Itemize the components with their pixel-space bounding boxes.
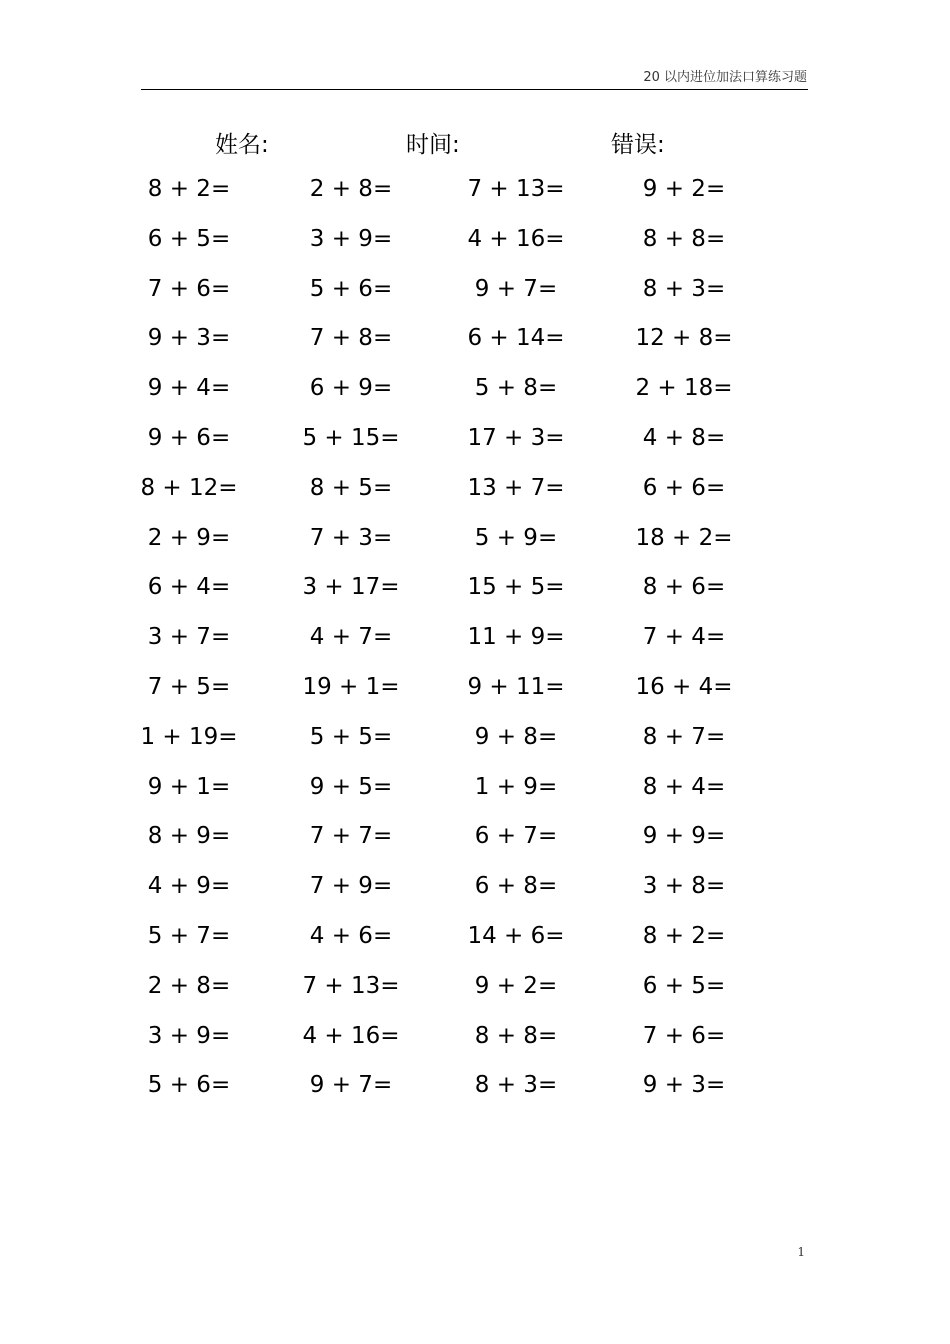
addition-problem: 12 + 8= xyxy=(635,325,733,352)
addition-problem: 8 + 4= xyxy=(642,773,726,800)
addition-problem: 7 + 13= xyxy=(467,176,565,202)
errors-field-label: 错误: xyxy=(611,132,665,158)
addition-problem: 2 + 18= xyxy=(635,375,733,402)
header-divider xyxy=(141,89,808,90)
addition-problem: 9 + 3= xyxy=(642,1072,726,1099)
addition-problem: 9 + 6= xyxy=(147,424,231,451)
addition-problem: 5 + 6= xyxy=(147,1072,231,1099)
addition-problem: 5 + 15= xyxy=(302,424,400,451)
problem-row xyxy=(0,1068,950,1118)
addition-problem: 8 + 2= xyxy=(642,922,726,949)
addition-problem: 6 + 5= xyxy=(147,225,231,252)
addition-problem: 9 + 5= xyxy=(309,773,393,800)
addition-problem: 13 + 7= xyxy=(467,474,565,501)
addition-problem: 6 + 14= xyxy=(467,325,565,352)
addition-problem: 4 + 8= xyxy=(642,424,726,451)
addition-problem: 9 + 7= xyxy=(309,1072,393,1099)
problem-row xyxy=(0,321,950,371)
addition-problem: 9 + 2= xyxy=(642,176,726,202)
addition-problem: 9 + 4= xyxy=(147,375,231,402)
problem-row xyxy=(0,819,950,869)
addition-problem: 1 + 19= xyxy=(140,723,238,750)
addition-problem: 3 + 7= xyxy=(147,624,231,651)
addition-problem: 16 + 4= xyxy=(635,673,733,700)
addition-problem: 8 + 12= xyxy=(140,474,238,501)
addition-problem: 3 + 17= xyxy=(302,574,400,601)
addition-problem: 6 + 5= xyxy=(642,972,726,999)
addition-problem: 14 + 6= xyxy=(467,922,565,949)
addition-problem: 5 + 8= xyxy=(474,375,558,402)
addition-problem: 8 + 3= xyxy=(642,275,726,302)
addition-problem: 5 + 9= xyxy=(474,524,558,551)
problem-row xyxy=(0,272,950,322)
addition-problem: 8 + 7= xyxy=(642,723,726,750)
problem-row xyxy=(0,670,950,720)
addition-problem: 6 + 4= xyxy=(147,574,231,601)
addition-problem: 8 + 8= xyxy=(642,225,726,252)
problem-row xyxy=(0,919,950,969)
addition-problem: 18 + 2= xyxy=(635,524,733,551)
addition-problem: 8 + 8= xyxy=(474,1022,558,1049)
problem-row xyxy=(0,421,950,471)
addition-problem: 11 + 9= xyxy=(467,624,565,651)
addition-problem: 9 + 1= xyxy=(147,773,231,800)
addition-problem: 4 + 16= xyxy=(302,1022,400,1049)
addition-problem: 7 + 5= xyxy=(147,673,231,700)
page-number: 1 xyxy=(797,1245,805,1259)
addition-problem: 4 + 16= xyxy=(467,225,565,252)
addition-problem: 3 + 9= xyxy=(309,225,393,252)
addition-problem: 9 + 8= xyxy=(474,723,558,750)
addition-problem: 8 + 2= xyxy=(147,176,231,202)
addition-problem: 9 + 2= xyxy=(474,972,558,999)
name-field-label: 姓名: xyxy=(215,132,269,158)
problem-row xyxy=(0,770,950,820)
addition-problem: 3 + 9= xyxy=(147,1022,231,1049)
problem-row xyxy=(0,620,950,670)
addition-problem: 4 + 7= xyxy=(309,624,393,651)
addition-problem: 4 + 6= xyxy=(309,922,393,949)
problem-row xyxy=(0,570,950,620)
addition-problem: 7 + 8= xyxy=(309,325,393,352)
addition-problem: 1 + 9= xyxy=(474,773,558,800)
addition-problem: 5 + 6= xyxy=(309,275,393,302)
time-field-label: 时间: xyxy=(406,132,460,158)
addition-problem: 2 + 9= xyxy=(147,524,231,551)
addition-problem: 7 + 3= xyxy=(309,524,393,551)
addition-problem: 6 + 9= xyxy=(309,375,393,402)
addition-problem: 7 + 13= xyxy=(302,972,400,999)
addition-problem: 6 + 8= xyxy=(474,873,558,900)
addition-problem: 7 + 9= xyxy=(309,873,393,900)
addition-problem: 5 + 5= xyxy=(309,723,393,750)
problem-grid xyxy=(0,172,950,1118)
problem-row xyxy=(0,969,950,1019)
addition-problem: 8 + 5= xyxy=(309,474,393,501)
addition-problem: 9 + 11= xyxy=(467,673,565,700)
addition-problem: 6 + 7= xyxy=(474,823,558,850)
problem-row xyxy=(0,371,950,421)
addition-problem: 8 + 3= xyxy=(474,1072,558,1099)
addition-problem: 17 + 3= xyxy=(467,424,565,451)
addition-problem: 9 + 7= xyxy=(474,275,558,302)
problem-row xyxy=(0,720,950,770)
addition-problem: 4 + 9= xyxy=(147,873,231,900)
addition-problem: 8 + 6= xyxy=(642,574,726,601)
addition-problem: 7 + 7= xyxy=(309,823,393,850)
problem-row xyxy=(0,1019,950,1069)
problem-row xyxy=(0,521,950,571)
addition-problem: 19 + 1= xyxy=(302,673,400,700)
addition-problem: 2 + 8= xyxy=(147,972,231,999)
problem-row xyxy=(0,471,950,521)
addition-problem: 7 + 4= xyxy=(642,624,726,651)
problem-row xyxy=(0,869,950,919)
addition-problem: 3 + 8= xyxy=(642,873,726,900)
addition-problem: 2 + 8= xyxy=(309,176,393,202)
addition-problem: 7 + 6= xyxy=(147,275,231,302)
addition-problem: 6 + 6= xyxy=(642,474,726,501)
addition-problem: 9 + 9= xyxy=(642,823,726,850)
addition-problem: 15 + 5= xyxy=(467,574,565,601)
addition-problem: 9 + 3= xyxy=(147,325,231,352)
document-header-title: 20 以内进位加法口算练习题 xyxy=(643,70,807,85)
addition-problem: 7 + 6= xyxy=(642,1022,726,1049)
addition-problem: 5 + 7= xyxy=(147,922,231,949)
addition-problem: 8 + 9= xyxy=(147,823,231,850)
problem-row xyxy=(0,222,950,272)
problem-row xyxy=(0,172,950,222)
